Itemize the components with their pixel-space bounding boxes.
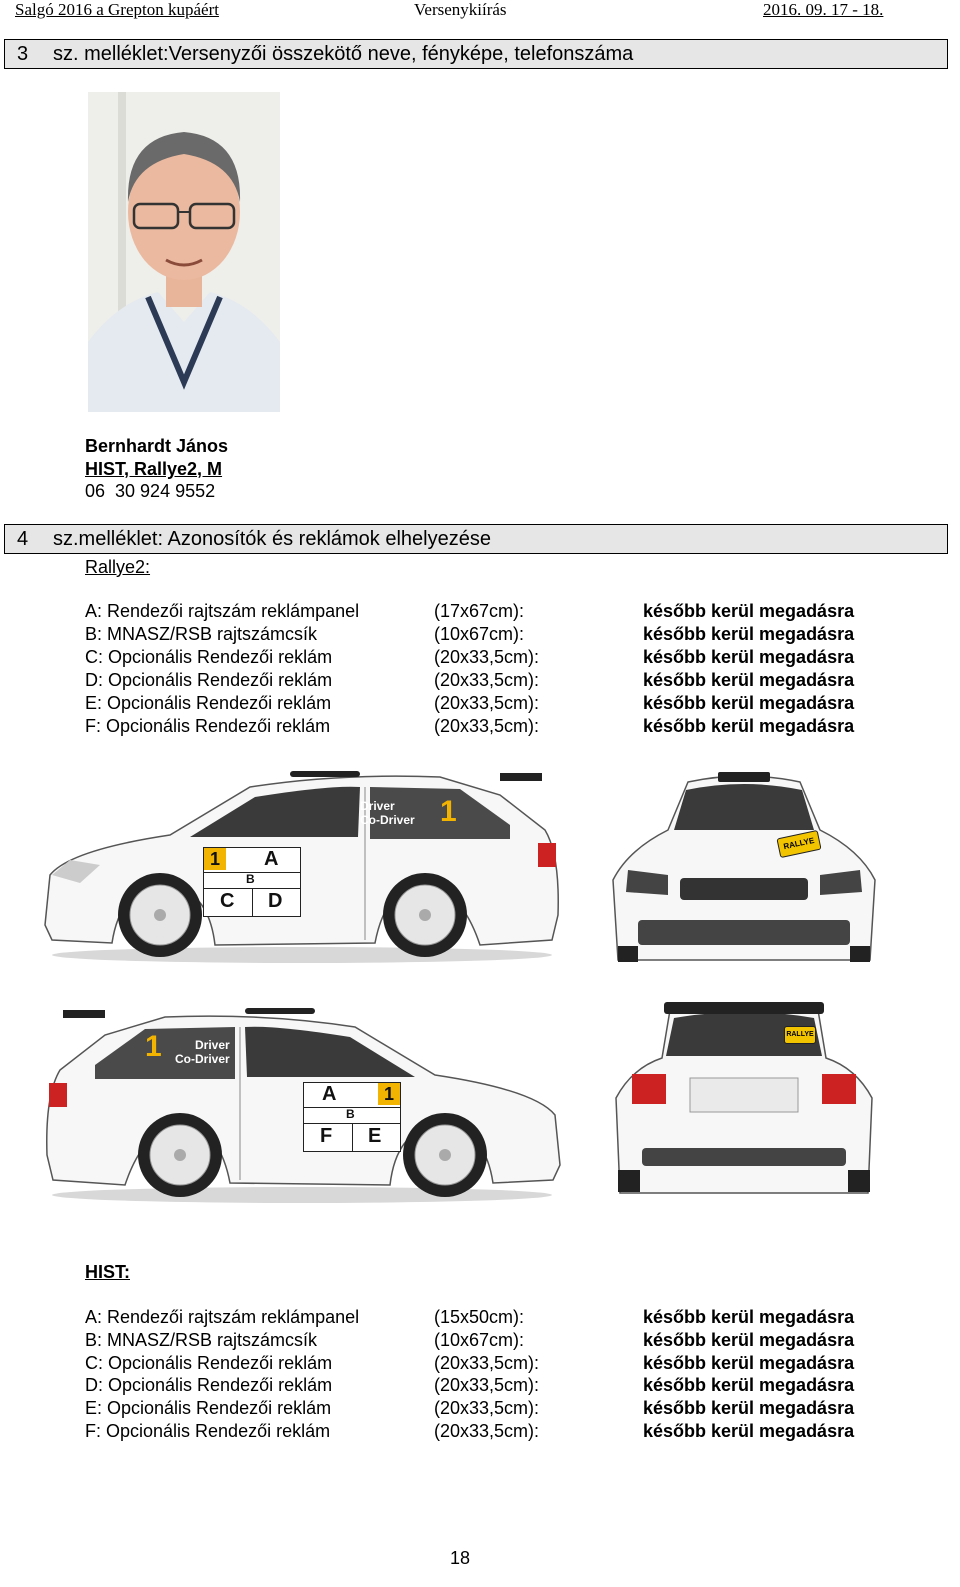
car-side-view-right	[40, 765, 565, 965]
letter-c: C	[220, 890, 235, 912]
letter-d: D	[268, 890, 283, 912]
row-value: később kerül megadásra	[643, 1421, 855, 1441]
contact-phone: 06 30 924 9552	[85, 481, 216, 501]
rallye2-row	[0, 623, 960, 646]
row-size: (20x33,5cm):	[434, 1375, 540, 1395]
window-start-number: 1	[145, 1030, 162, 1063]
header-dates: 2016. 09. 17 - 18.	[763, 0, 884, 19]
page-number: 18	[450, 1548, 471, 1568]
row-label: D: Opcionális Rendezői reklám	[85, 1375, 333, 1395]
start-number: 1	[204, 848, 226, 870]
section-3-number: 3	[17, 43, 29, 65]
row-size: (17x67cm):	[434, 601, 525, 621]
rallye2-row	[0, 669, 960, 692]
row-size: (20x33,5cm):	[434, 693, 540, 713]
section-4-bar	[4, 524, 948, 554]
contact-name: Bernhardt János	[85, 436, 229, 456]
row-value: később kerül megadásra	[643, 693, 855, 713]
crew-names	[175, 1038, 230, 1066]
rallye2-row	[0, 646, 960, 669]
letter-b: B	[246, 872, 255, 886]
row-label: A: Rendezői rajtszám reklámpanel	[85, 601, 360, 621]
row-value: később kerül megadásra	[643, 647, 855, 667]
section-4-number: 4	[17, 528, 29, 550]
panel-a-b-f-e	[303, 1082, 401, 1152]
codriver-label: Co-Driver	[175, 1052, 230, 1066]
hist-row	[0, 1352, 960, 1375]
hist-row	[0, 1397, 960, 1420]
driver-label: Driver	[360, 799, 395, 813]
row-size: (20x33,5cm):	[434, 716, 540, 736]
row-size: (10x67cm):	[434, 624, 525, 644]
hist-row	[0, 1374, 960, 1397]
row-value: később kerül megadásra	[643, 1353, 855, 1373]
row-value: később kerül megadásra	[643, 1375, 855, 1395]
row-label: E: Opcionális Rendezői reklám	[85, 693, 332, 713]
codriver-label: Co-Driver	[360, 813, 415, 827]
panel-a-b-c-d	[203, 847, 301, 917]
rallye2-row	[0, 692, 960, 715]
hist-heading: HIST:	[85, 1262, 130, 1282]
row-label: F: Opcionális Rendezői reklám	[85, 716, 331, 736]
hist-row	[0, 1329, 960, 1352]
car-side-view-left	[40, 1000, 565, 1205]
letter-a: A	[322, 1083, 337, 1105]
letter-e: E	[368, 1125, 382, 1147]
row-label: B: MNASZ/RSB rajtszámcsík	[85, 624, 318, 644]
rallye2-heading: Rallye2:	[85, 557, 151, 577]
row-size: (20x33,5cm):	[434, 1398, 540, 1418]
row-size: (15x50cm):	[434, 1307, 525, 1327]
row-size: (20x33,5cm):	[434, 647, 540, 667]
header-doc-type: Versenykiírás	[414, 0, 507, 19]
section-3-title: sz. melléklet:Versenyzői összekötő neve, fényképe, telefonszáma	[53, 43, 634, 65]
rallye2-row	[0, 715, 960, 738]
row-value: később kerül megadásra	[643, 1398, 855, 1418]
row-value: később kerül megadásra	[643, 1307, 855, 1327]
row-size: (10x67cm):	[434, 1330, 525, 1350]
crew-names	[360, 799, 415, 827]
row-value: később kerül megadásra	[643, 624, 855, 644]
letter-a: A	[264, 848, 279, 870]
row-label: B: MNASZ/RSB rajtszámcsík	[85, 1330, 318, 1350]
row-size: (20x33,5cm):	[434, 670, 540, 690]
row-value: később kerül megadásra	[643, 670, 855, 690]
rallye-badge: RALLYE	[784, 1026, 816, 1044]
start-number: 1	[378, 1083, 400, 1105]
window-start-number: 1	[440, 795, 457, 828]
row-label: C: Opcionális Rendezői reklám	[85, 647, 333, 667]
row-size: (20x33,5cm):	[434, 1353, 540, 1373]
driver-label: Driver	[195, 1038, 230, 1052]
hist-row	[0, 1420, 960, 1443]
section-4-title: sz.melléklet: Azonosítók és reklámok elhelyezése	[53, 528, 491, 550]
row-value: később kerül megadásra	[643, 1330, 855, 1350]
section-3-bar	[4, 39, 948, 69]
row-label: A: Rendezői rajtszám reklámpanel	[85, 1307, 360, 1327]
row-value: később kerül megadásra	[643, 716, 855, 736]
rallye-badge: RALLYE	[776, 830, 821, 858]
car-rear-view	[612, 998, 877, 1198]
row-label: F: Opcionális Rendezői reklám	[85, 1421, 331, 1441]
contact-classes: HIST, Rallye2, M	[85, 459, 223, 479]
car-front-view	[608, 770, 880, 965]
row-value: később kerül megadásra	[643, 601, 855, 621]
contact-photo	[88, 92, 280, 412]
rallye2-row	[0, 600, 960, 623]
letter-b: B	[346, 1107, 355, 1121]
row-size: (20x33,5cm):	[434, 1421, 540, 1441]
letter-f: F	[320, 1125, 333, 1147]
header-event-title: Salgó 2016 a Grepton kupáért	[15, 0, 219, 19]
row-label: D: Opcionális Rendezői reklám	[85, 670, 333, 690]
row-label: C: Opcionális Rendezői reklám	[85, 1353, 333, 1373]
row-label: E: Opcionális Rendezői reklám	[85, 1398, 332, 1418]
hist-row	[0, 1306, 960, 1329]
